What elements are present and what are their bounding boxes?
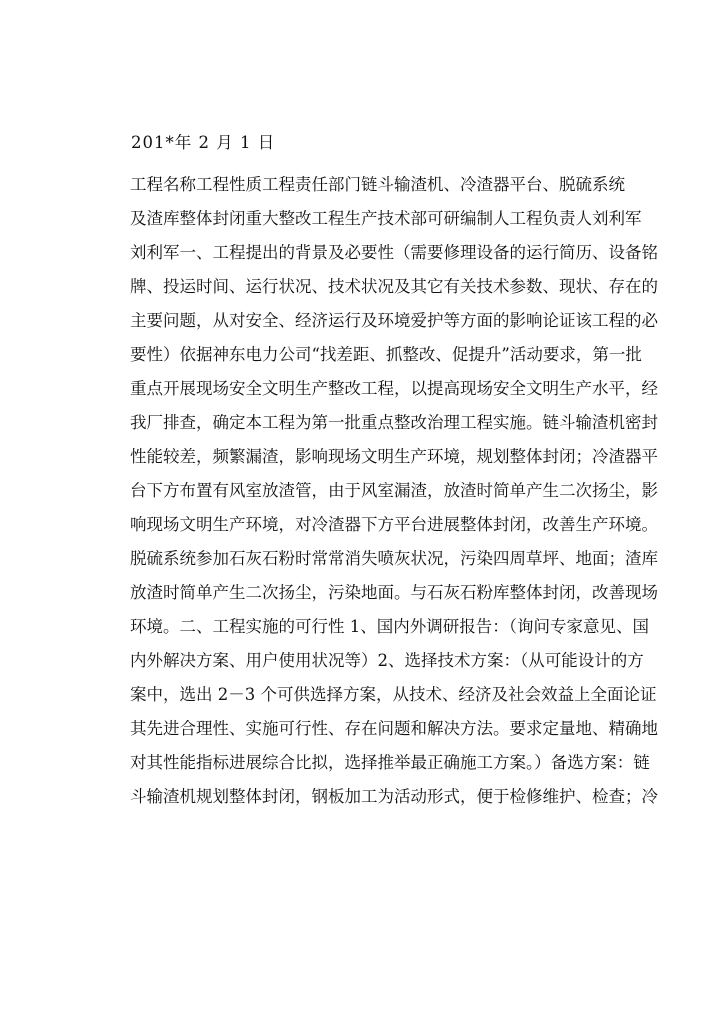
body-line: 响现场文明生产环境，对冷渣器下方平台进展整体封闭，改善生产环境。 [130,515,658,534]
body-line: 斗输渣机规划整体封闭，钢板加工为活动形式，便于检修维护、检查；冷 [130,787,658,806]
body-line: 台下方布置有风室放渣管，由于风室漏渣，放渣时简单产生二次扬尘，影 [130,481,658,500]
body-line: 对其性能指标进展综合比拟，选择推举最正确施工方案。）备选方案：链 [130,753,650,772]
body-line: 要性）依据神东电力公司“找差距、抓整改、促提升”活动要求，第一批 [130,345,642,364]
body-line: 主要问题，从对安全、经济运行及环境爱护等方面的影响论证该工程的必 [130,311,658,330]
body-line: 刘利军一、工程提出的背景及必要性（需要修理设备的运行简历、设备铭 [130,243,658,262]
body-line: 重点开展现场安全文明生产整改工程，以提高现场安全文明生产水平，经 [130,379,658,398]
body-line: 其先进合理性、实施可行性、存在问题和解决方法。要求定量地、精确地 [130,719,658,738]
body-line: 及渣库整体封闭重大整改工程生产技术部可研编制人工程负责人刘利军 [130,209,642,228]
body-line: 我厂排查，确定本工程为第一批重点整改治理工程实施。链斗输渣机密封 [130,413,658,432]
body-line: 性能较差，频繁漏渣，影响现场文明生产环境，规划整体封闭；冷渣器平 [130,447,658,466]
body-line: 内外解决方案、用户使用状况等）2、选择技术方案：（从可能设计的方 [130,651,644,670]
body-line: 放渣时简单产生二次扬尘，污染地面。与石灰石粉库整体封闭，改善现场 [130,583,658,602]
body-line: 案中，选出 2－3 个可供选择方案，从技术、经济及社会效益上全面论证 [130,685,657,704]
document-body [130,168,658,814]
body-line: 工程名称工程性质工程责任部门链斗输渣机、冷渣器平台、脱硫系统 [130,175,625,194]
document-date: 201*年 2 月 1 日 [131,133,276,152]
body-line: 环境。二、工程实施的可行性 1、国内外调研报告：（询问专家意见、国 [130,617,649,636]
body-line: 脱硫系统参加石灰石粉时常常消失喷灰状况，污染四周草坪、地面；渣库 [130,549,658,568]
body-line: 牌、投运时间、运行状况、技术状况及其它有关技术参数、现状、存在的 [130,277,658,296]
